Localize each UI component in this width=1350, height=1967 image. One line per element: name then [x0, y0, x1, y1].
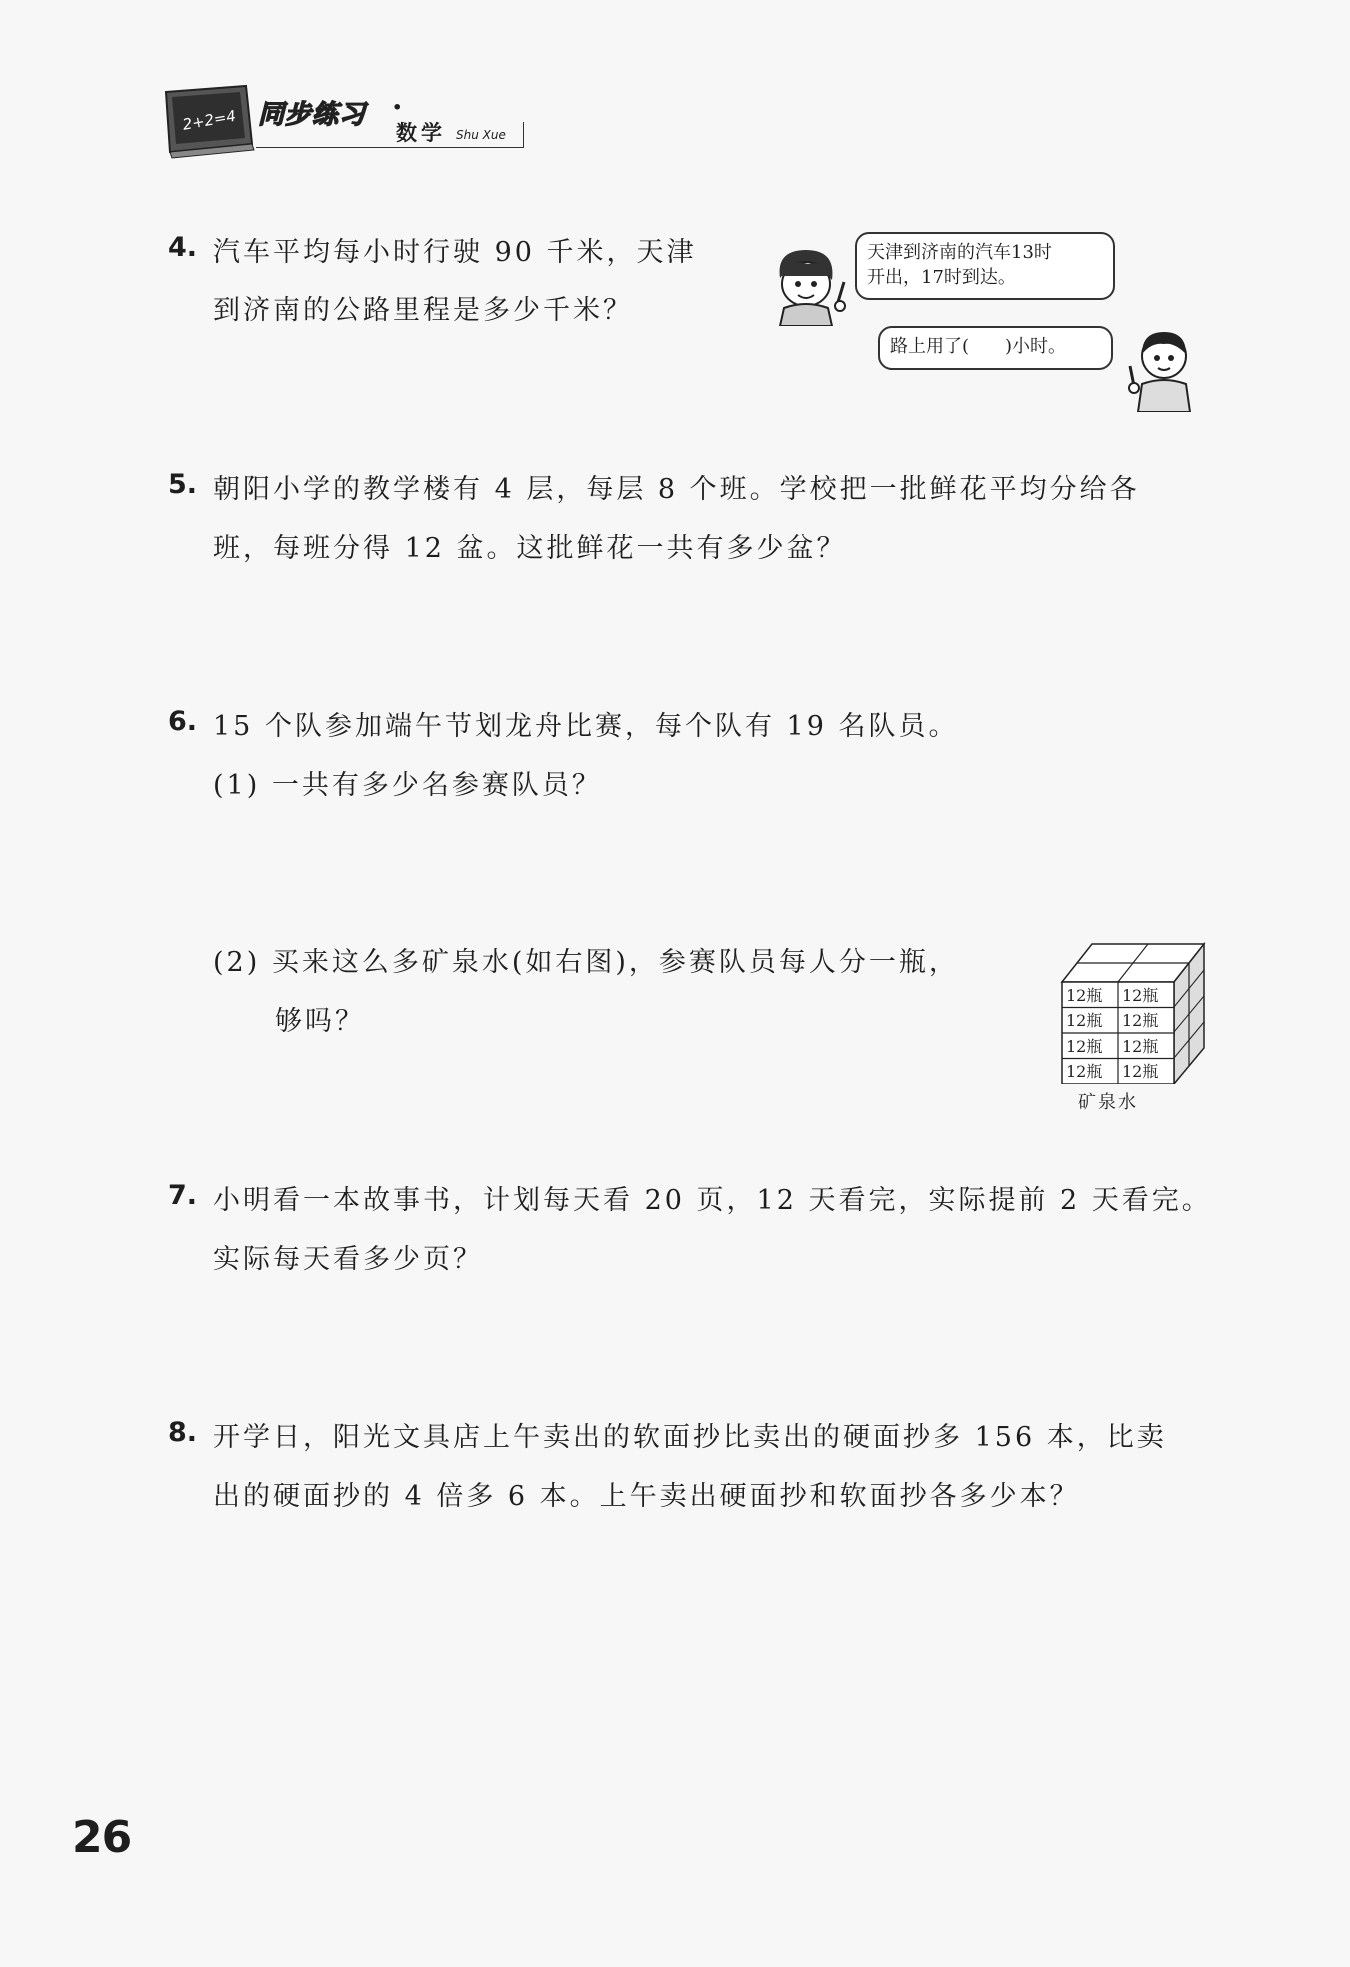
box-label: 12瓶: [1066, 986, 1103, 1005]
bubble-text: 开出，17时到达。: [867, 267, 1016, 288]
speech-bubble-departure-arrival: [855, 232, 1115, 300]
question-text: 开学日，阳光文具店上午卖出的软面抄比卖出的硬面抄多 156 本，比卖: [213, 1422, 1167, 1453]
question-text: 15 个队参加端午节划龙舟比赛，每个队有 19 名队员。: [213, 711, 959, 742]
sub-question-2-continued: 够吗？: [275, 1006, 365, 1037]
box-label: 12瓶: [1066, 1062, 1103, 1081]
boy-character-figure: [1120, 326, 1202, 412]
question-text: 汽车平均每小时行驶 90 千米，天津: [213, 237, 697, 268]
question-number: 7.: [168, 1180, 198, 1211]
question-text: 小明看一本故事书，计划每天看 20 页，12 天看完，实际提前 2 天看完。: [213, 1185, 1212, 1216]
header-rule: [256, 147, 524, 148]
box-label: 12瓶: [1122, 1037, 1159, 1056]
board-text: 2+2=4: [181, 106, 238, 134]
speech-bubble-travel-time: [878, 326, 1113, 370]
chalkboard-icon: [160, 84, 256, 162]
question-text: 朝阳小学的教学楼有 4 层，每层 8 个班。学校把一批鲜花平均分给各: [213, 474, 1140, 505]
subject-pinyin: Shu Xue: [456, 128, 506, 142]
bubble-text: 天津到济南的汽车13时: [867, 242, 1052, 263]
question-text: 实际每天看多少页？: [213, 1244, 483, 1275]
bubble-text: 路上用了( )小时。: [890, 336, 1067, 357]
boy-character-figure: [760, 244, 856, 326]
box-label: 12瓶: [1122, 986, 1159, 1005]
title-dot: ·: [392, 90, 403, 125]
box-label: 12瓶: [1122, 1062, 1159, 1081]
box-label: 12瓶: [1066, 1037, 1103, 1056]
subject-label: 数学: [396, 121, 446, 145]
header-rule-end: [523, 122, 524, 148]
water-bottle-boxes-figure: [1058, 938, 1208, 1084]
box-label: 12瓶: [1122, 1011, 1159, 1030]
box-label: 12瓶: [1066, 1011, 1103, 1030]
question-number: 5.: [168, 469, 198, 500]
question-number: 6.: [168, 706, 198, 737]
page-number: 26: [72, 1812, 132, 1863]
series-title: 同步练习: [258, 100, 367, 130]
question-text: 出的硬面抄的 4 倍多 6 本。上午卖出硬面抄和软面抄各多少本？: [213, 1481, 1080, 1512]
question-text: 班，每班分得 12 盆。这批鲜花一共有多少盆？: [213, 533, 847, 564]
question-number: 4.: [168, 232, 198, 263]
sub-question-2: (2) 买来这么多矿泉水(如右图)，参赛队员每人分一瓶，: [213, 947, 959, 978]
question-text: 到济南的公路里程是多少千米？: [213, 295, 633, 326]
question-number: 8.: [168, 1417, 198, 1448]
page-header: [160, 84, 530, 164]
sub-question-1: (1) 一共有多少名参赛队员？: [213, 770, 602, 801]
figure-caption: 矿泉水: [1078, 1092, 1138, 1113]
